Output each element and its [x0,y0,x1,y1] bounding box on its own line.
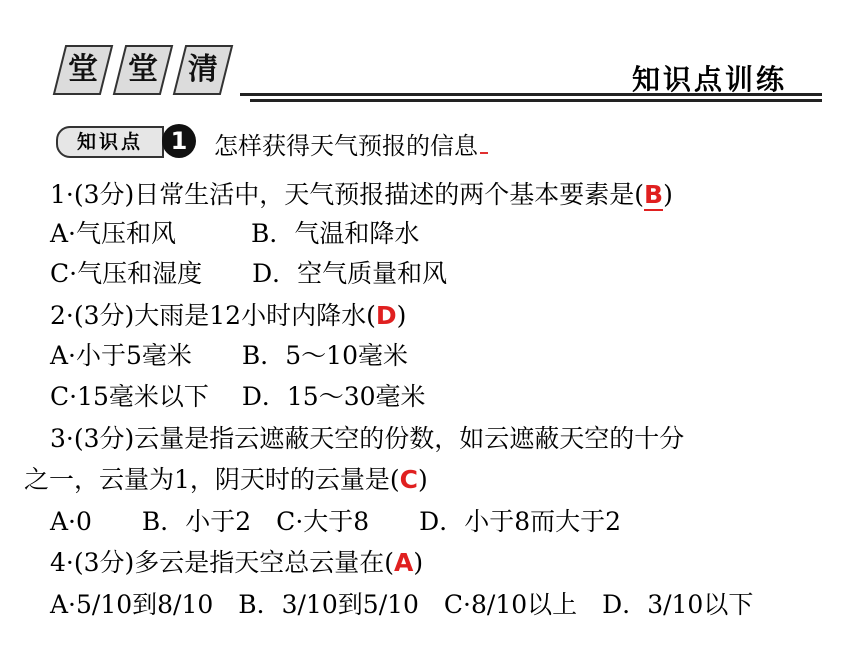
question-stem-text: 1·(3分)日常生活中，天气预报描述的两个基本要素是( [50,180,645,209]
banner-tile [112,44,174,96]
question-1-options-row: C·气压和湿度 D．空气质量和风 [50,259,448,288]
question-stem-text: 之一，云量为1，阴天时的云量是( [24,465,400,494]
question-1-options-row: A·气压和风 B．气温和降水 [50,219,420,248]
question-2-options-row: C·15毫米以下 D．15～30毫米 [50,382,426,411]
banner-char: 堂 [68,52,98,87]
question-3-stem-cont [24,465,428,495]
banner-char: 清 [188,52,218,87]
question-stem-text: 4·(3分)多云是指天空总云量在( [50,548,395,577]
question-3-answer: C [399,465,419,494]
question-3-stem: 3·(3分)云量是指云遮蔽天空的份数，如云遮蔽天空的十分 [50,424,685,453]
question-close-paren: ) [418,465,428,494]
question-close-paren: ) [396,301,407,330]
banner-tile [52,44,114,96]
section-title: 知识点训练 [632,63,788,96]
header-rule [250,99,822,102]
knowledge-point-title-text: 怎样获得天气预报的信息 [214,132,478,160]
question-close-paren: ) [663,180,673,209]
title-underline-mark [480,152,488,154]
question-1-stem [50,180,673,210]
knowledge-point-number: 1 [162,124,196,158]
question-stem-text: 2·(3分)大雨是12小时内降水( [50,301,376,330]
knowledge-point-label: 知识点 [56,126,164,158]
knowledge-point-title [214,126,488,161]
question-1-answer: B [644,180,664,209]
question-4-answer: A [394,548,414,577]
header-banner [52,44,248,96]
banner-tile [172,44,234,96]
question-3-options-row: A·0 B．小于2 C·大于8 D．小于8而大于2 [50,507,622,536]
question-close-paren: ) [413,548,424,577]
question-2-options-row: A·小于5毫米 B．5～10毫米 [50,341,408,370]
banner-char: 堂 [128,52,158,87]
question-4-options-row: A·5/10到8/10 B．3/10到5/10 C·8/10以上 D．3/10以下 [50,590,754,619]
question-4-stem [50,548,423,578]
question-2-stem [50,301,406,331]
question-2-answer: D [375,301,397,330]
